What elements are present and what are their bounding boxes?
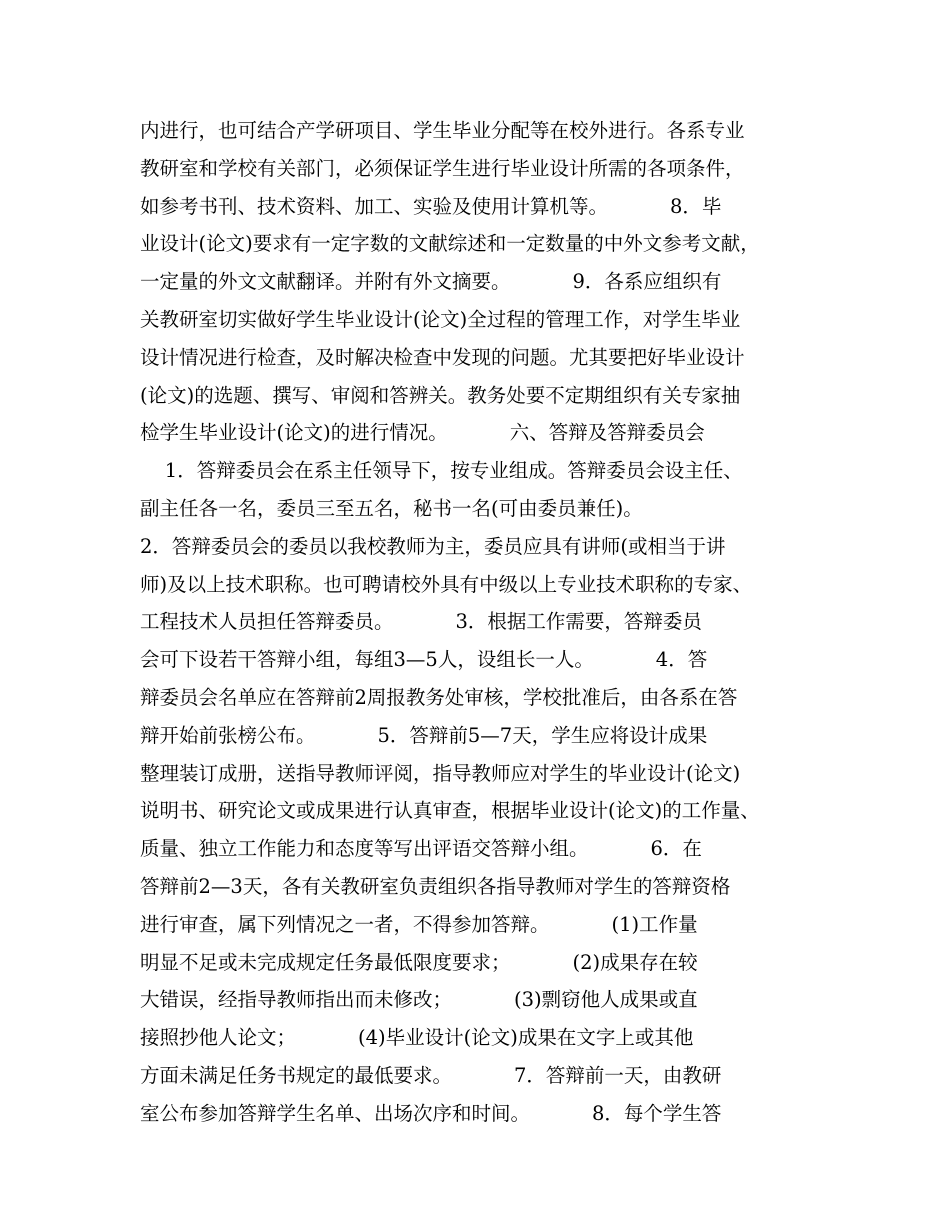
text-line: 整理装订成册，送指导教师评阅，指导教师应对学生的毕业设计(论文): [140, 761, 741, 785]
text-line: 质量、独立工作能力和态度等写出评语交答辩小组。 6．在: [140, 837, 702, 861]
text-line: (论文)的选题、撰写、审阅和答辨关。教务处要不定期组织有关专家抽: [140, 383, 741, 407]
text-line: 方面未满足任务书规定的最低要求。 7．答辩前一天，由教研: [140, 1063, 722, 1087]
text-line: 会可下设若干答辩小组，每组3—5人，设组长一人。 4．答: [140, 648, 708, 672]
text-line: 工程技术人员担任答辩委员。 3．根据工作需要，答辩委员: [140, 610, 702, 634]
text-line: 业设计(论文)要求有一定字数的文献综述和一定数量的中外文参考文献，: [140, 232, 760, 256]
text-line: 说明书、研究论文或成果进行认真审查，根据毕业设计(论文)的工作量、: [140, 799, 760, 823]
text-line: 进行审查，属下列情况之一者，不得参加答辩。 (1)工作量: [140, 912, 698, 936]
text-line: 答辩前2—3天，各有关教研室负责组织各指导教师对学生的答辩资格: [140, 874, 731, 898]
text-line: 室公布参加答辩学生名单、出场次序和时间。 8．每个学生答: [140, 1101, 722, 1125]
text-line: 副主任各一名，委员三至五名，秘书一名(可由委员兼任)。: [140, 496, 643, 520]
text-line: 关教研室切实做好学生毕业设计(论文)全过程的管理工作，对学生毕业: [140, 307, 741, 331]
text-line: 辩开始前张榜公布。 5．答辩前5—7天，学生应将设计成果: [140, 723, 708, 747]
body-text: [140, 112, 830, 1133]
text-line: 检学生毕业设计(论文)的进行情况。 六、答辩及答辩委员会: [140, 421, 705, 445]
text-line: 师)及以上技术职称。也可聘请校外具有中级以上专业技术职称的专家、: [140, 572, 753, 596]
text-line: 大错误，经指导教师指出而未修改； (3)剽窃他人成果或直: [140, 988, 698, 1012]
text-line: 2．答辩委员会的委员以我校教师为主，委员应具有讲师(或相当于讲: [140, 534, 726, 558]
text-line: 接照抄他人论文； (4)毕业设计(论文)成果在文字上或其他: [140, 1026, 694, 1050]
text-line: 一定量的外文文献翻译。并附有外文摘要。 9．各系应组织有: [140, 270, 722, 294]
text-line: 如参考书刊、技术资料、加工、实验及使用计算机等。 8．毕: [140, 194, 722, 218]
text-line: 辩委员会名单应在答辩前2周报教务处审核，学校批准后，由各系在答: [140, 685, 738, 709]
text-line: 内进行，也可结合产学研项目、学生毕业分配等在校外进行。各系专业: [140, 119, 745, 142]
text-line: 明显不足或未完成规定任务最低限度要求； (2)成果存在较: [140, 950, 698, 974]
text-line: 设计情况进行检查，及时解决检查中发现的问题。尤其要把好毕业设计: [140, 345, 745, 369]
text-line: 教研室和学校有关部门，必须保证学生进行毕业设计所需的各项条件，: [140, 156, 745, 180]
text-line: 1．答辩委员会在系主任领导下，按专业组成。答辩委员会设主任、: [140, 459, 743, 483]
